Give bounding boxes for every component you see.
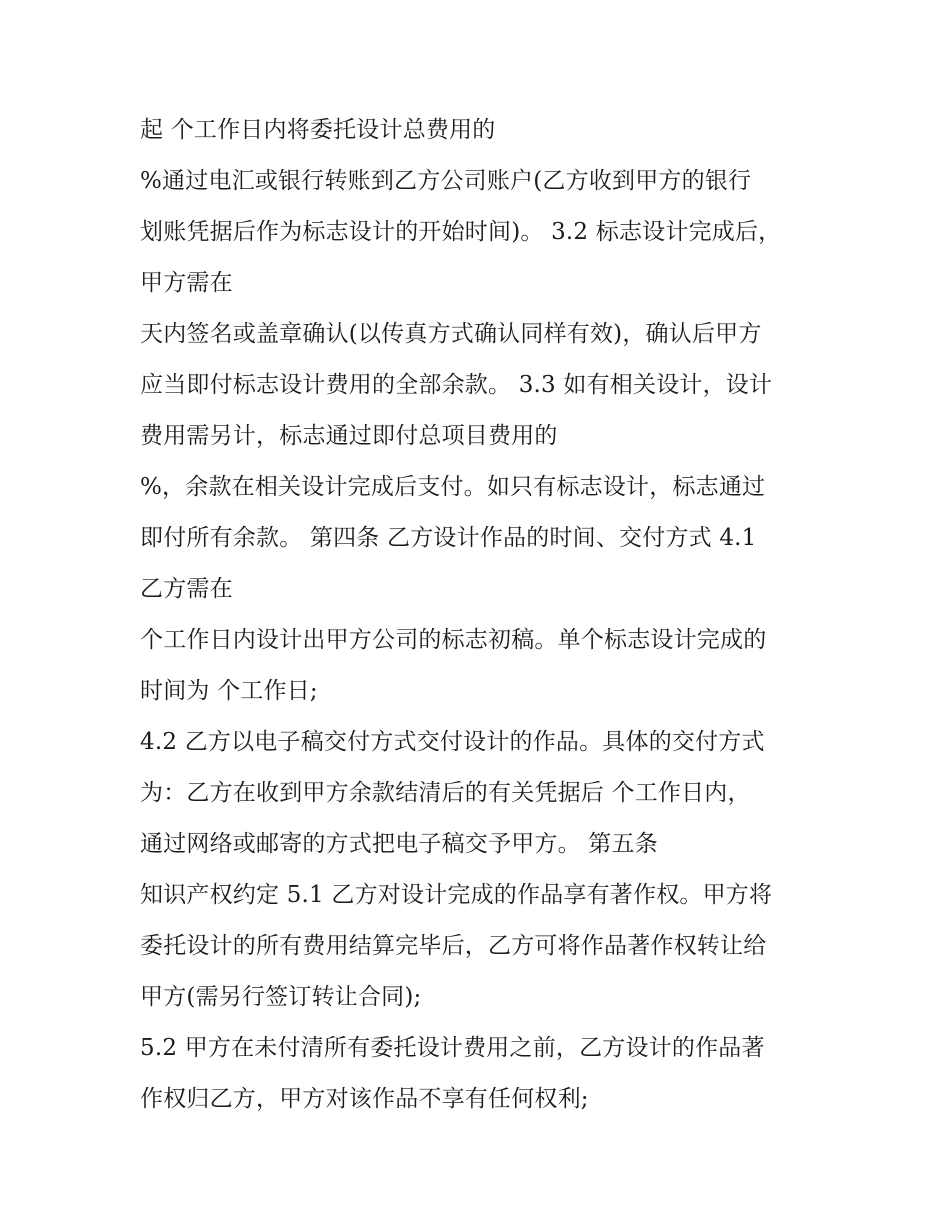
text-line: 应当即付标志设计费用的全部余款。 3.3 如有相关设计，设计 — [140, 372, 773, 398]
text-line: 为：乙方在收到甲方余款结清后的有关凭据后 个工作日内， — [140, 780, 751, 806]
text-line: 天内签名或盖章确认(以传真方式确认同样有效)，确认后甲方 — [140, 321, 762, 347]
text-line: 4.2 乙方以电子稿交付方式交付设计的作品。具体的交付方式 — [140, 729, 765, 755]
text-line: 5.2 甲方在未付清所有委托设计费用之前，乙方设计的作品著 — [140, 1035, 765, 1061]
text-line: 作权归乙方，甲方对该作品不享有任何权利; — [140, 1086, 589, 1112]
text-line: 时间为 个工作日; — [140, 678, 318, 704]
text-line: 甲方(需另行签订转让合同); — [140, 984, 422, 1010]
text-line: 通过网络或邮寄的方式把电子稿交予甲方。 第五条 — [140, 831, 658, 857]
text-line: %，余款在相关设计完成后支付。如只有标志设计，标志通过 — [140, 474, 766, 500]
text-line: 委托设计的所有费用结算完毕后，乙方可将作品著作权转让给 — [140, 933, 767, 959]
text-line: 起 个工作日内将委托设计总费用的 — [140, 117, 496, 143]
text-line: 乙方需在 — [140, 576, 233, 602]
document-body — [140, 105, 820, 1125]
text-line: 划账凭据后作为标志设计的开始时间)。 3.2 标志设计完成后， — [140, 219, 782, 245]
text-line: 甲方需在 — [140, 270, 233, 296]
text-line: %通过电汇或银行转账到乙方公司账户(乙方收到甲方的银行 — [140, 168, 752, 194]
text-line: 费用需另计，标志通过即付总项目费用的 — [140, 423, 558, 449]
text-line: 个工作日内设计出甲方公司的标志初稿。单个标志设计完成的 — [140, 627, 767, 653]
text-line: 即付所有余款。 第四条 乙方设计作品的时间、交付方式 4.1 — [140, 525, 757, 551]
text-line: 知识产权约定 5.1 乙方对设计完成的作品享有著作权。甲方将 — [140, 882, 773, 908]
